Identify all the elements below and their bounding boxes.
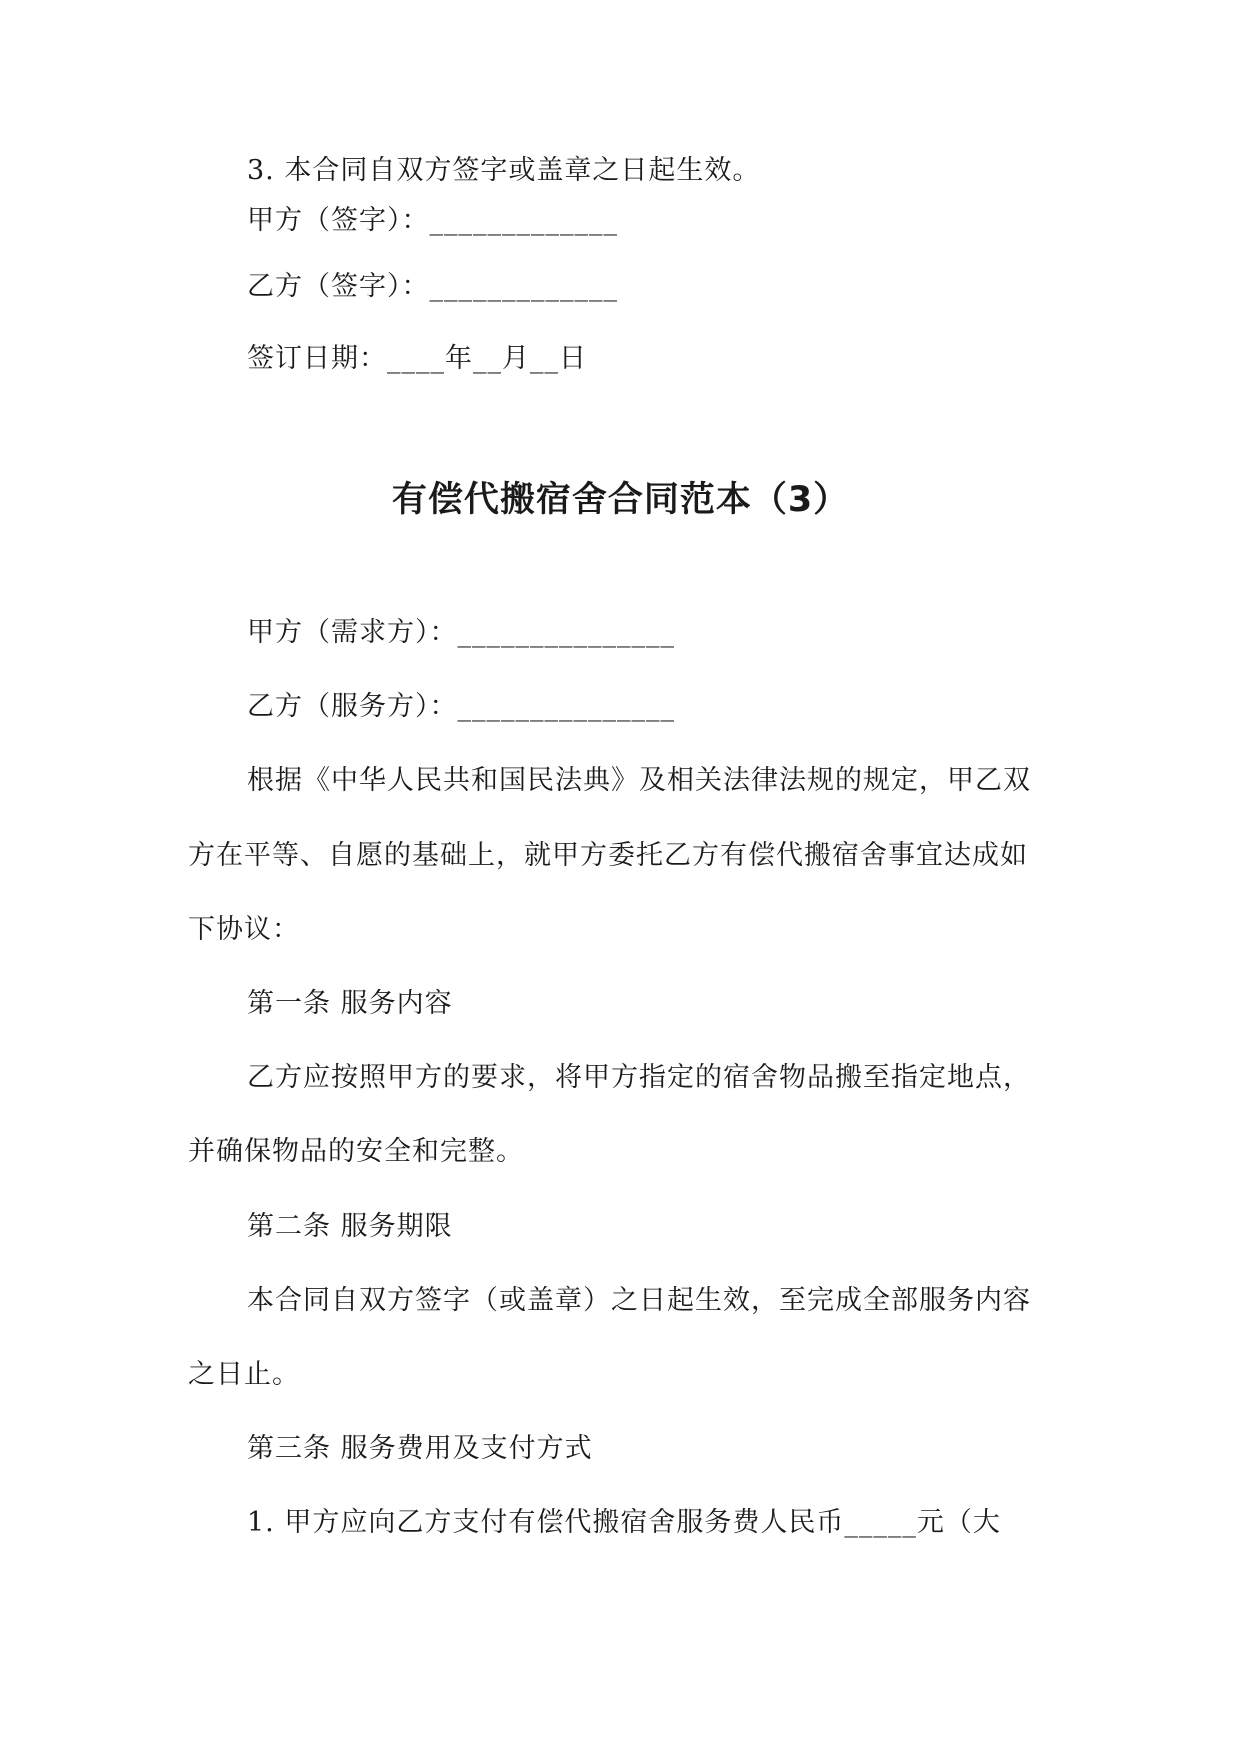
article-2-line-2: 之日止。: [188, 1359, 300, 1390]
party-a-signature-line: 甲方（签字）：_____________: [247, 205, 618, 236]
signing-date-line: 签订日期：____年__月__日: [247, 343, 587, 374]
article-1-line-2: 并确保物品的安全和完整。: [188, 1136, 524, 1167]
party-b-service-line: 乙方（服务方）：_______________: [247, 691, 675, 722]
preamble-line-2: 方在平等、自愿的基础上，就甲方委托乙方有偿代搬宿舍事宜达成如: [188, 840, 1028, 871]
article-1-heading: 第一条 服务内容: [247, 988, 453, 1019]
article-1-line-1: 乙方应按照甲方的要求，将甲方指定的宿舍物品搬至指定地点，: [247, 1062, 1031, 1093]
party-a-demand-line: 甲方（需求方）：_______________: [247, 617, 675, 648]
article-2-line-1: 本合同自双方签字（或盖章）之日起生效，至完成全部服务内容: [247, 1285, 1031, 1316]
article-3-heading: 第三条 服务费用及支付方式: [247, 1433, 593, 1464]
article-3-item-1: 1. 甲方应向乙方支付有偿代搬宿舍服务费人民币_____元（大: [247, 1507, 1001, 1538]
document-title: 有偿代搬宿舍合同范本（3）: [391, 480, 850, 520]
clause-effective-date: 3. 本合同自双方签字或盖章之日起生效。: [247, 155, 761, 186]
preamble-line-1: 根据《中华人民共和国民法典》及相关法律法规的规定，甲乙双: [247, 765, 1031, 796]
article-2-heading: 第二条 服务期限: [247, 1211, 453, 1242]
preamble-line-3: 下协议：: [188, 914, 300, 945]
party-b-signature-line: 乙方（签字）：_____________: [247, 271, 618, 302]
